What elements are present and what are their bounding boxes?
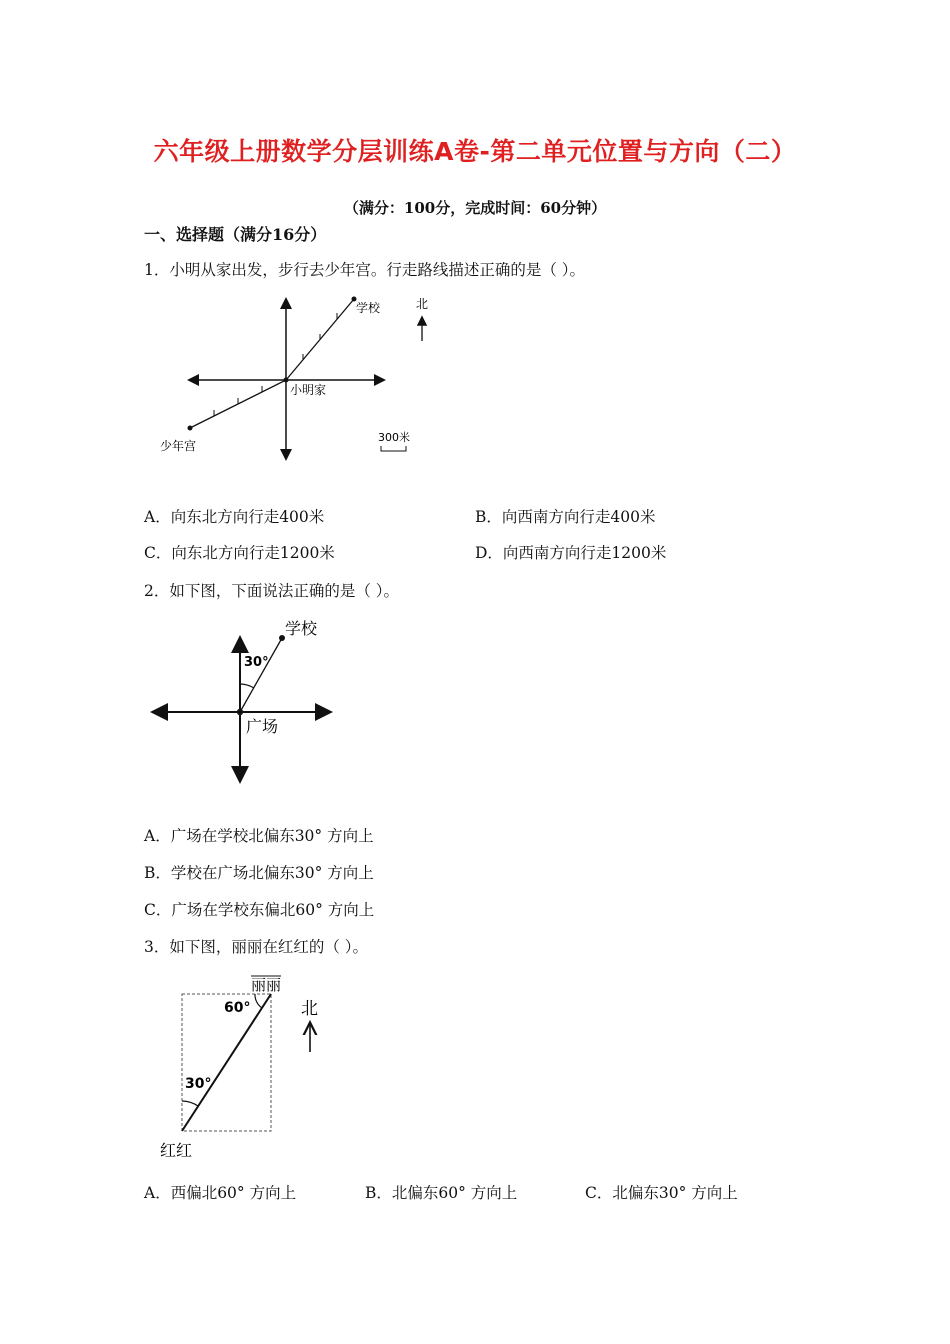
exam-info: （满分：100分，完成时间：60分钟）	[343, 199, 607, 217]
question-2-stem: 2．如下图，下面说法正确的是（ ）。	[144, 582, 400, 600]
q2-option-b[interactable]: B．学校在广场北偏东30° 方向上	[144, 864, 374, 882]
label-lili: 丽丽	[251, 976, 282, 994]
q1-option-b[interactable]: B．向西南方向行走400米	[475, 508, 656, 526]
question-1-figure	[150, 288, 450, 468]
label-school: 学校	[356, 301, 381, 315]
label-north: 北	[416, 297, 429, 311]
page-title: 六年级上册数学分层训练A卷-第二单元位置与方向（二）	[153, 137, 797, 166]
question-1-stem: 1．小明从家出发，步行去少年宫。行走路线描述正确的是（ ）。	[144, 261, 586, 279]
q1-option-c[interactable]: C．向东北方向行走1200米	[144, 544, 335, 562]
label-home: 小明家	[290, 383, 327, 397]
question-3-figure	[150, 970, 350, 1165]
q1-option-d[interactable]: D．向西南方向行走1200米	[475, 544, 667, 562]
scale-bar-icon	[381, 446, 406, 451]
label-angle-top: 60°	[224, 1000, 251, 1016]
q3-option-b[interactable]: B．北偏东60° 方向上	[365, 1184, 518, 1202]
q3-option-a[interactable]: A．西偏北60° 方向上	[144, 1184, 297, 1202]
label-square: 广场	[246, 717, 279, 736]
label-angle-bottom: 30°	[185, 1076, 212, 1092]
q3-option-c[interactable]: C．北偏东30° 方向上	[585, 1184, 738, 1202]
label-angle: 30°	[244, 655, 269, 670]
q1-option-a[interactable]: A．向东北方向行走400米	[144, 508, 325, 526]
question-2-figure	[145, 612, 345, 787]
label-honghong: 红红	[160, 1141, 193, 1160]
question-3-stem: 3．如下图，丽丽在红红的（ ）。	[144, 938, 369, 956]
label-north: 北	[301, 999, 318, 1019]
q2-option-a[interactable]: A．广场在学校北偏东30° 方向上	[144, 827, 374, 845]
q2-option-c[interactable]: C．广场在学校东偏北60° 方向上	[144, 901, 375, 919]
label-school: 学校	[285, 619, 318, 638]
label-palace: 少年宫	[160, 439, 197, 453]
label-scale: 300米	[378, 431, 410, 444]
section-heading: 一、选择题（满分16分）	[144, 225, 327, 244]
